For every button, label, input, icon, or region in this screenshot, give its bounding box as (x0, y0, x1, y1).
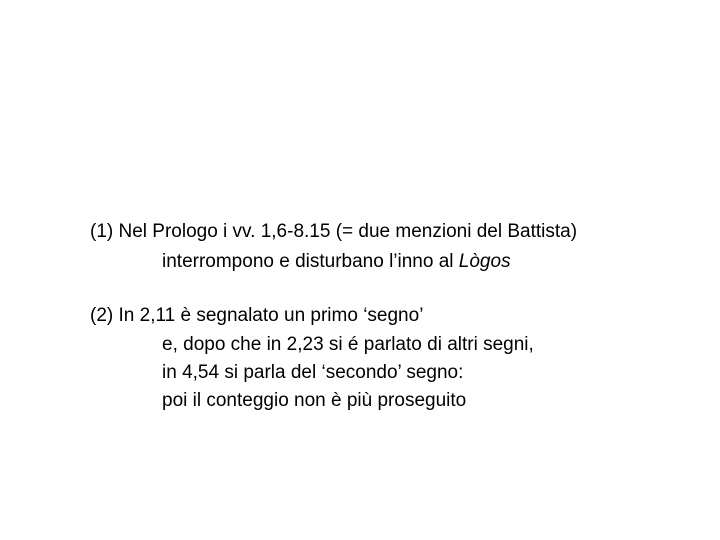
point-1-line-2-text: interrompono e disturbano l’inno al (162, 251, 459, 272)
point-2-line-1: (2) In 2,11 è segnalato un primo ‘segno’ (90, 305, 424, 326)
point-1-line-1: (1) Nel Prologo i vv. 1,6-8.15 (= due menzioni del Battista) (90, 221, 578, 242)
point-1-line-2 (162, 248, 511, 276)
point-2-line-2: e, dopo che in 2,23 si é parlato di altri segni, (162, 334, 534, 355)
point-2-line-4: poi il conteggio non è più proseguito (162, 390, 467, 411)
point-2-line-3: in 4,54 si parla del ‘secondo’ segno: (162, 362, 464, 383)
logos-word: Lògos (458, 251, 511, 272)
